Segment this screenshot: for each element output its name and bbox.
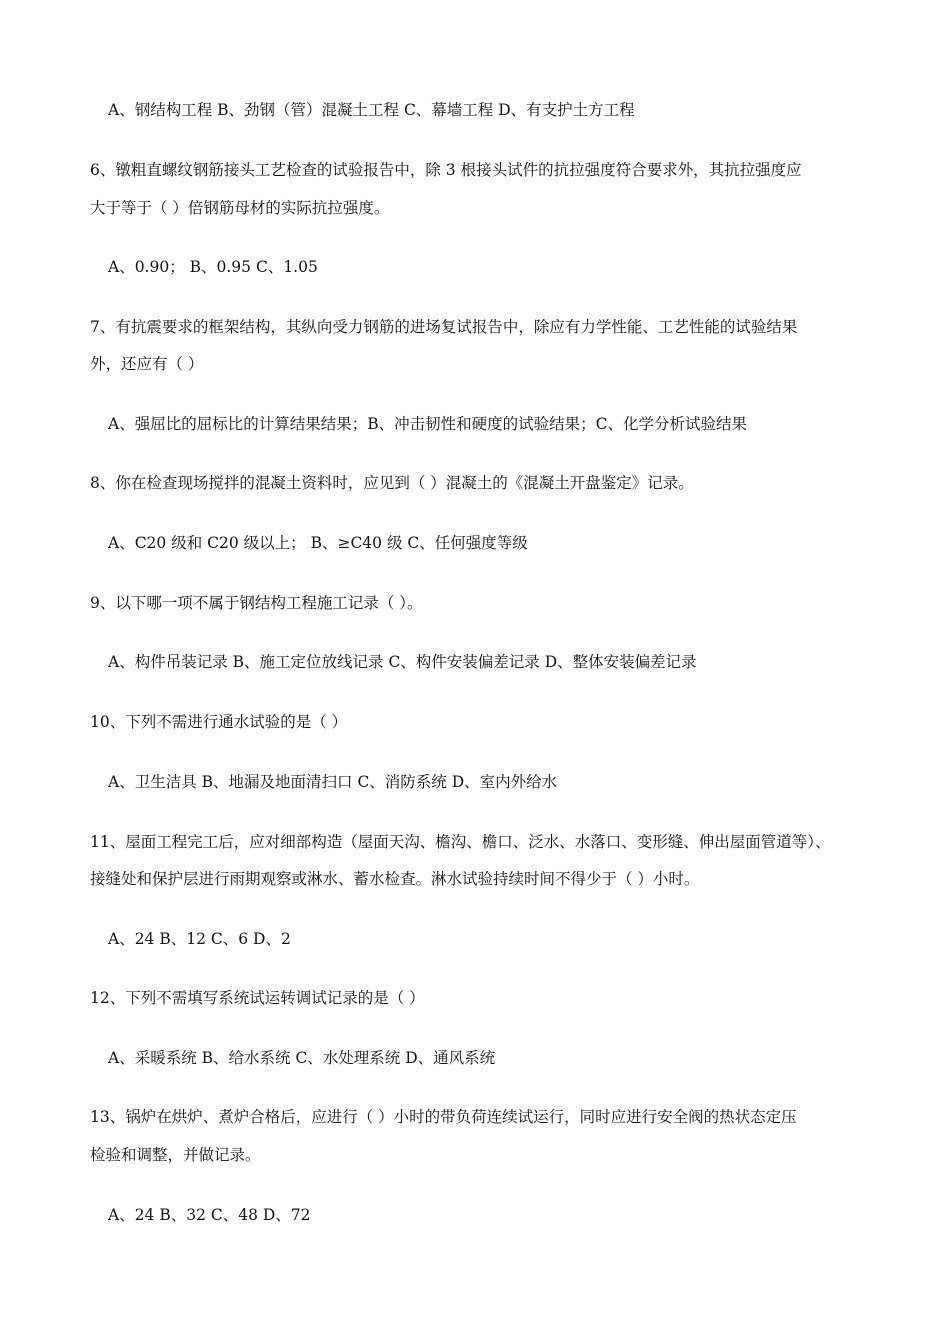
question-7-continued: 外，还应有（ ） — [90, 355, 204, 373]
question-12: 12、下列不需填写系统试运转调试记录的是（ ） — [90, 989, 425, 1007]
question-8: 8、你在检查现场搅拌的混凝土资料时，应见到（ ）混凝土的《混凝土开盘鉴定》记录。 — [90, 474, 694, 492]
option-line: A、强屈比的屈标比的计算结果结果；B、冲击韧性和硬度的试验结果；C、化学分析试验结果 — [108, 415, 747, 433]
question-6-continued: 大于等于（ ）倍钢筋母材的实际抗拉强度。 — [90, 199, 390, 217]
option-line: A、24 B、32 C、48 D、72 — [108, 1206, 311, 1224]
question-6: 6、镦粗直螺纹钢筋接头工艺检查的试验报告中，除 3 根接头试件的抗拉强度符合要求外，其抗拉强度应 — [90, 161, 802, 179]
question-10: 10、下列不需进行通水试验的是（ ） — [90, 713, 348, 731]
option-line: A、0.90； B、0.95 C、1.05 — [108, 258, 318, 276]
question-7: 7、有抗震要求的框架结构，其纵向受力钢筋的进场复试报告中，除应有力学性能、工艺性能的试验结果 — [90, 318, 798, 336]
question-13-continued: 检验和调整，并做记录。 — [90, 1146, 261, 1164]
question-11: 11、屋面工程完工后，应对细部构造（屋面天沟、檐沟、檐口、泛水、水落口、变形缝、伸出屋面管道等）、 — [90, 833, 831, 851]
option-line: A、C20 级和 C20 级以上； B、≥C40 级 C、任何强度等级 — [108, 534, 528, 552]
question-11-continued: 接缝处和保护层进行雨期观察或淋水、蓄水检查。淋水试验持续时间不得少于（ ）小时。 — [90, 870, 700, 888]
question-13: 13、锅炉在烘炉、煮炉合格后，应进行（ ）小时的带负荷连续试运行，同时应进行安全阀的热状态定压 — [90, 1108, 797, 1126]
option-line: A、24 B、12 C、6 D、2 — [108, 930, 291, 948]
option-line: A、钢结构工程 B、劲钢（管）混凝土工程 C、幕墙工程 D、有支护土方工程 — [108, 101, 635, 119]
option-line: A、构件吊装记录 B、施工定位放线记录 C、构件安装偏差记录 D、整体安装偏差记录 — [108, 653, 697, 671]
option-line: A、采暖系统 B、给水系统 C、水处理系统 D、通风系统 — [108, 1049, 496, 1067]
option-line: A、卫生洁具 B、地漏及地面清扫口 C、消防系统 D、室内外给水 — [108, 773, 558, 791]
question-9: 9、以下哪一项不属于钢结构工程施工记录（ ）。 — [90, 594, 423, 612]
